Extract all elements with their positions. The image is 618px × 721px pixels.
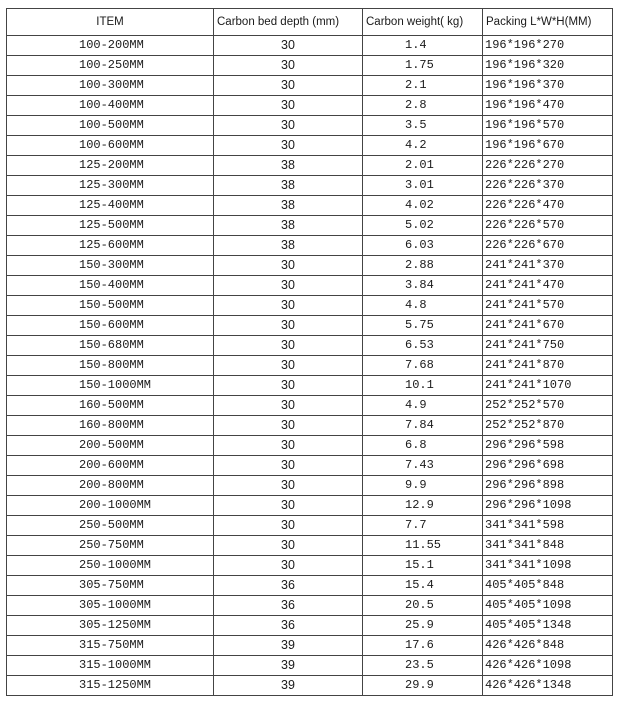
cell-carbon-weight: 10.1	[363, 376, 483, 396]
cell-packing-dimensions: 341*341*598	[483, 516, 613, 536]
cell-carbon-weight: 7.43	[363, 456, 483, 476]
cell-item: 150-400MM	[7, 276, 214, 296]
cell-carbon-bed-depth: 30	[214, 476, 363, 496]
cell-item: 160-500MM	[7, 396, 214, 416]
cell-carbon-bed-depth: 30	[214, 336, 363, 356]
table-row	[7, 356, 613, 376]
cell-packing-dimensions: 405*405*848	[483, 576, 613, 596]
cell-carbon-weight: 3.01	[363, 176, 483, 196]
cell-item: 150-800MM	[7, 356, 214, 376]
cell-item: 250-750MM	[7, 536, 214, 556]
cell-packing-dimensions: 341*341*848	[483, 536, 613, 556]
cell-carbon-weight: 17.6	[363, 636, 483, 656]
cell-carbon-weight: 1.4	[363, 36, 483, 56]
cell-carbon-bed-depth: 30	[214, 96, 363, 116]
cell-carbon-bed-depth: 30	[214, 56, 363, 76]
cell-item: 315-1000MM	[7, 656, 214, 676]
cell-packing-dimensions: 426*426*1348	[483, 676, 613, 696]
cell-carbon-weight: 2.8	[363, 96, 483, 116]
header-row	[7, 9, 613, 36]
table-row	[7, 396, 613, 416]
cell-packing-dimensions: 241*241*670	[483, 316, 613, 336]
cell-packing-dimensions: 426*426*1098	[483, 656, 613, 676]
cell-item: 200-500MM	[7, 436, 214, 456]
cell-packing-dimensions: 296*296*698	[483, 456, 613, 476]
cell-carbon-bed-depth: 39	[214, 656, 363, 676]
cell-carbon-bed-depth: 30	[214, 296, 363, 316]
cell-packing-dimensions: 226*226*470	[483, 196, 613, 216]
cell-carbon-bed-depth: 30	[214, 436, 363, 456]
cell-carbon-weight: 1.75	[363, 56, 483, 76]
table-row	[7, 196, 613, 216]
cell-packing-dimensions: 405*405*1098	[483, 596, 613, 616]
cell-carbon-bed-depth: 30	[214, 396, 363, 416]
table-row	[7, 516, 613, 536]
cell-packing-dimensions: 196*196*270	[483, 36, 613, 56]
cell-packing-dimensions: 226*226*670	[483, 236, 613, 256]
table-row	[7, 576, 613, 596]
cell-item: 200-800MM	[7, 476, 214, 496]
cell-packing-dimensions: 296*296*898	[483, 476, 613, 496]
cell-packing-dimensions: 226*226*570	[483, 216, 613, 236]
cell-carbon-weight: 2.88	[363, 256, 483, 276]
table-row	[7, 76, 613, 96]
cell-item: 125-300MM	[7, 176, 214, 196]
cell-carbon-weight: 7.84	[363, 416, 483, 436]
cell-carbon-weight: 25.9	[363, 616, 483, 636]
table-row	[7, 436, 613, 456]
table-row	[7, 216, 613, 236]
header-carbon-weight: Carbon weight( kg)	[363, 9, 483, 36]
table-row	[7, 176, 613, 196]
cell-item: 150-600MM	[7, 316, 214, 336]
cell-item: 150-500MM	[7, 296, 214, 316]
cell-carbon-bed-depth: 30	[214, 36, 363, 56]
cell-carbon-bed-depth: 36	[214, 576, 363, 596]
table-row	[7, 136, 613, 156]
cell-packing-dimensions: 196*196*370	[483, 76, 613, 96]
cell-item: 305-750MM	[7, 576, 214, 596]
cell-item: 315-750MM	[7, 636, 214, 656]
cell-carbon-weight: 9.9	[363, 476, 483, 496]
table-row	[7, 636, 613, 656]
cell-carbon-weight: 6.03	[363, 236, 483, 256]
cell-item: 125-500MM	[7, 216, 214, 236]
cell-packing-dimensions: 241*241*750	[483, 336, 613, 356]
table-row	[7, 536, 613, 556]
cell-carbon-weight: 15.4	[363, 576, 483, 596]
cell-carbon-weight: 3.5	[363, 116, 483, 136]
table-row	[7, 336, 613, 356]
cell-item: 100-250MM	[7, 56, 214, 76]
cell-item: 100-600MM	[7, 136, 214, 156]
table-body	[7, 36, 613, 696]
cell-carbon-bed-depth: 30	[214, 316, 363, 336]
cell-packing-dimensions: 252*252*870	[483, 416, 613, 436]
cell-carbon-bed-depth: 30	[214, 136, 363, 156]
cell-item: 305-1000MM	[7, 596, 214, 616]
cell-carbon-weight: 4.8	[363, 296, 483, 316]
cell-carbon-weight: 2.1	[363, 76, 483, 96]
cell-carbon-bed-depth: 30	[214, 356, 363, 376]
cell-packing-dimensions: 405*405*1348	[483, 616, 613, 636]
spec-table-container	[6, 8, 613, 696]
cell-carbon-weight: 20.5	[363, 596, 483, 616]
cell-carbon-bed-depth: 39	[214, 676, 363, 696]
table-row	[7, 496, 613, 516]
cell-carbon-weight: 29.9	[363, 676, 483, 696]
cell-item: 125-400MM	[7, 196, 214, 216]
cell-item: 200-600MM	[7, 456, 214, 476]
cell-carbon-bed-depth: 30	[214, 376, 363, 396]
cell-packing-dimensions: 341*341*1098	[483, 556, 613, 576]
table-row	[7, 56, 613, 76]
cell-item: 160-800MM	[7, 416, 214, 436]
table-row	[7, 276, 613, 296]
header-carbon-bed-depth: Carbon bed depth (mm)	[214, 9, 363, 36]
cell-packing-dimensions: 296*296*1098	[483, 496, 613, 516]
cell-carbon-weight: 7.68	[363, 356, 483, 376]
cell-carbon-weight: 6.53	[363, 336, 483, 356]
table-row	[7, 296, 613, 316]
cell-carbon-bed-depth: 38	[214, 196, 363, 216]
cell-item: 305-1250MM	[7, 616, 214, 636]
cell-packing-dimensions: 226*226*270	[483, 156, 613, 176]
table-header	[7, 9, 613, 36]
table-row	[7, 676, 613, 696]
table-row	[7, 456, 613, 476]
cell-packing-dimensions: 241*241*870	[483, 356, 613, 376]
cell-carbon-bed-depth: 30	[214, 456, 363, 476]
cell-packing-dimensions: 252*252*570	[483, 396, 613, 416]
table-row	[7, 96, 613, 116]
table-row	[7, 36, 613, 56]
table-row	[7, 156, 613, 176]
table-row	[7, 616, 613, 636]
cell-carbon-bed-depth: 30	[214, 516, 363, 536]
cell-item: 100-200MM	[7, 36, 214, 56]
table-row	[7, 256, 613, 276]
cell-carbon-bed-depth: 36	[214, 596, 363, 616]
header-item: ITEM	[7, 9, 214, 36]
cell-carbon-bed-depth: 38	[214, 216, 363, 236]
cell-packing-dimensions: 296*296*598	[483, 436, 613, 456]
cell-carbon-bed-depth: 39	[214, 636, 363, 656]
cell-carbon-weight: 4.02	[363, 196, 483, 216]
cell-item: 200-1000MM	[7, 496, 214, 516]
cell-carbon-weight: 4.9	[363, 396, 483, 416]
cell-item: 150-680MM	[7, 336, 214, 356]
table-row	[7, 376, 613, 396]
cell-item: 150-1000MM	[7, 376, 214, 396]
table-row	[7, 416, 613, 436]
cell-carbon-bed-depth: 30	[214, 256, 363, 276]
cell-item: 315-1250MM	[7, 676, 214, 696]
cell-packing-dimensions: 241*241*570	[483, 296, 613, 316]
table-row	[7, 316, 613, 336]
cell-packing-dimensions: 196*196*320	[483, 56, 613, 76]
cell-item: 125-600MM	[7, 236, 214, 256]
table-row	[7, 596, 613, 616]
cell-item: 150-300MM	[7, 256, 214, 276]
table-row	[7, 236, 613, 256]
cell-carbon-weight: 11.55	[363, 536, 483, 556]
cell-item: 125-200MM	[7, 156, 214, 176]
table-row	[7, 656, 613, 676]
cell-packing-dimensions: 196*196*470	[483, 96, 613, 116]
carbon-filter-spec-table	[6, 8, 613, 696]
cell-item: 250-500MM	[7, 516, 214, 536]
cell-carbon-bed-depth: 30	[214, 76, 363, 96]
cell-packing-dimensions: 241*241*1070	[483, 376, 613, 396]
cell-packing-dimensions: 196*196*670	[483, 136, 613, 156]
cell-packing-dimensions: 196*196*570	[483, 116, 613, 136]
cell-carbon-bed-depth: 38	[214, 176, 363, 196]
cell-carbon-weight: 3.84	[363, 276, 483, 296]
cell-carbon-bed-depth: 30	[214, 556, 363, 576]
cell-item: 250-1000MM	[7, 556, 214, 576]
cell-carbon-weight: 15.1	[363, 556, 483, 576]
cell-carbon-weight: 7.7	[363, 516, 483, 536]
cell-carbon-bed-depth: 30	[214, 116, 363, 136]
cell-carbon-bed-depth: 30	[214, 536, 363, 556]
cell-carbon-bed-depth: 30	[214, 416, 363, 436]
cell-packing-dimensions: 426*426*848	[483, 636, 613, 656]
cell-carbon-bed-depth: 30	[214, 276, 363, 296]
table-row	[7, 556, 613, 576]
header-packing-dimensions: Packing L*W*H(MM)	[483, 9, 613, 36]
table-row	[7, 116, 613, 136]
cell-carbon-bed-depth: 38	[214, 156, 363, 176]
cell-carbon-weight: 2.01	[363, 156, 483, 176]
cell-carbon-weight: 6.8	[363, 436, 483, 456]
cell-carbon-weight: 23.5	[363, 656, 483, 676]
cell-packing-dimensions: 241*241*370	[483, 256, 613, 276]
cell-packing-dimensions: 241*241*470	[483, 276, 613, 296]
cell-carbon-weight: 5.02	[363, 216, 483, 236]
cell-item: 100-500MM	[7, 116, 214, 136]
cell-item: 100-400MM	[7, 96, 214, 116]
cell-carbon-bed-depth: 30	[214, 496, 363, 516]
cell-carbon-weight: 4.2	[363, 136, 483, 156]
cell-carbon-bed-depth: 38	[214, 236, 363, 256]
table-row	[7, 476, 613, 496]
cell-packing-dimensions: 226*226*370	[483, 176, 613, 196]
cell-carbon-bed-depth: 36	[214, 616, 363, 636]
cell-item: 100-300MM	[7, 76, 214, 96]
cell-carbon-weight: 12.9	[363, 496, 483, 516]
cell-carbon-weight: 5.75	[363, 316, 483, 336]
